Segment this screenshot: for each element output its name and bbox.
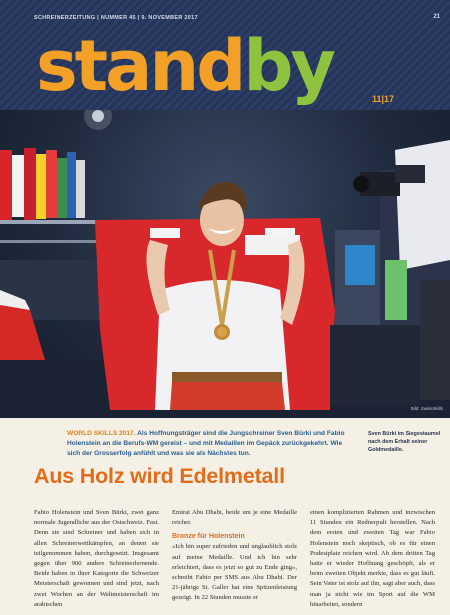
- article-kicker: WORLD SKILLS 2017.: [67, 430, 136, 437]
- article-column-2-body: «Ich bin super zufrieden und unglaublich stolz auf meine Medaille. Und ich bin sehr erleichtert, dass es jetzt so gut zu Ende ging», schreibt Fabio per SMS aus Abu Dhabi. Der 21-jährige St. Galler hat eine Spitzenleistung gezeigt. In 22 Stunden musste er: [172, 543, 297, 602]
- photo-credit: Bild: SwissSkills: [410, 406, 443, 411]
- cover-photo: [0, 110, 450, 418]
- photo-caption: Sven Bürki im Siegestaumel nach dem Erhalt seiner Goldmedaille.: [368, 431, 441, 453]
- logo-stand: stand: [36, 25, 244, 107]
- masthead: [0, 0, 450, 110]
- article-column-1: Fabio Holenstein und Sven Bürki, zwei ganz normale Jugendliche aus der Ostschweiz. Fast. Denn sie sind Schreiner und haben sich in allen Schreinerwettkämpfen, an denen sie teilgenommen haben, durchgesetzt. Insgesamt gegen über 900 andere Schreinerlernende. Beide haben in ihrer Kategorie die Schweizer Meisterschaft gewonnen und sind jetzt, nach zwei Wochen an der Weltmeisterschaft im arabischen: [34, 509, 159, 608]
- cover-photo-illustration: [0, 110, 450, 418]
- issue-number: 11|17: [372, 94, 395, 104]
- standby-logo: [36, 26, 333, 106]
- page-number: 21: [433, 14, 440, 20]
- article-lead: [67, 429, 357, 459]
- article-lead-text: Als Hoffnungsträger sind die Jungschreiner Sven Bürki und Fabio Holenstein an die Berufs-WM gereist – und mit Medaillen im Gepäck zurückgekehrt. Wie sich der Grosserfolg anfühlt und was sie als Nächstes tun.: [67, 430, 345, 457]
- article-column-2: [172, 508, 297, 615]
- article-headline: Aus Holz wird Edelmetall: [34, 464, 285, 488]
- article-column-3: einen komplizierten Rahmen und inzwischen 11 Stunden ein Rednerpult herstellen. Nach dem ersten und zweiten Tag war Fabio Holenstein noch skeptisch, ob es für einen Podestplatz reichen wird. Ab dem dritten Tag hatte er wieder Hoffnung geschöpft, als er beim zweiten Objekt merkte, dass es gut läuft. Sein Vater ist stolz auf ihn, sagt aber auch, dass man ja nicht wie im Sport auf die WM hinarbeitet, sondern: [310, 509, 435, 608]
- logo-by: by: [243, 25, 334, 107]
- article-column-2-intro: Emirat Abu Dhabi, beide um je eine Medaille reicher.: [172, 509, 297, 527]
- article-subhead: Bronze für Holenstein: [172, 533, 245, 541]
- publication-line: SCHREINERZEITUNG | NUMMER 45 | 9. NOVEMBER 2017: [34, 15, 198, 21]
